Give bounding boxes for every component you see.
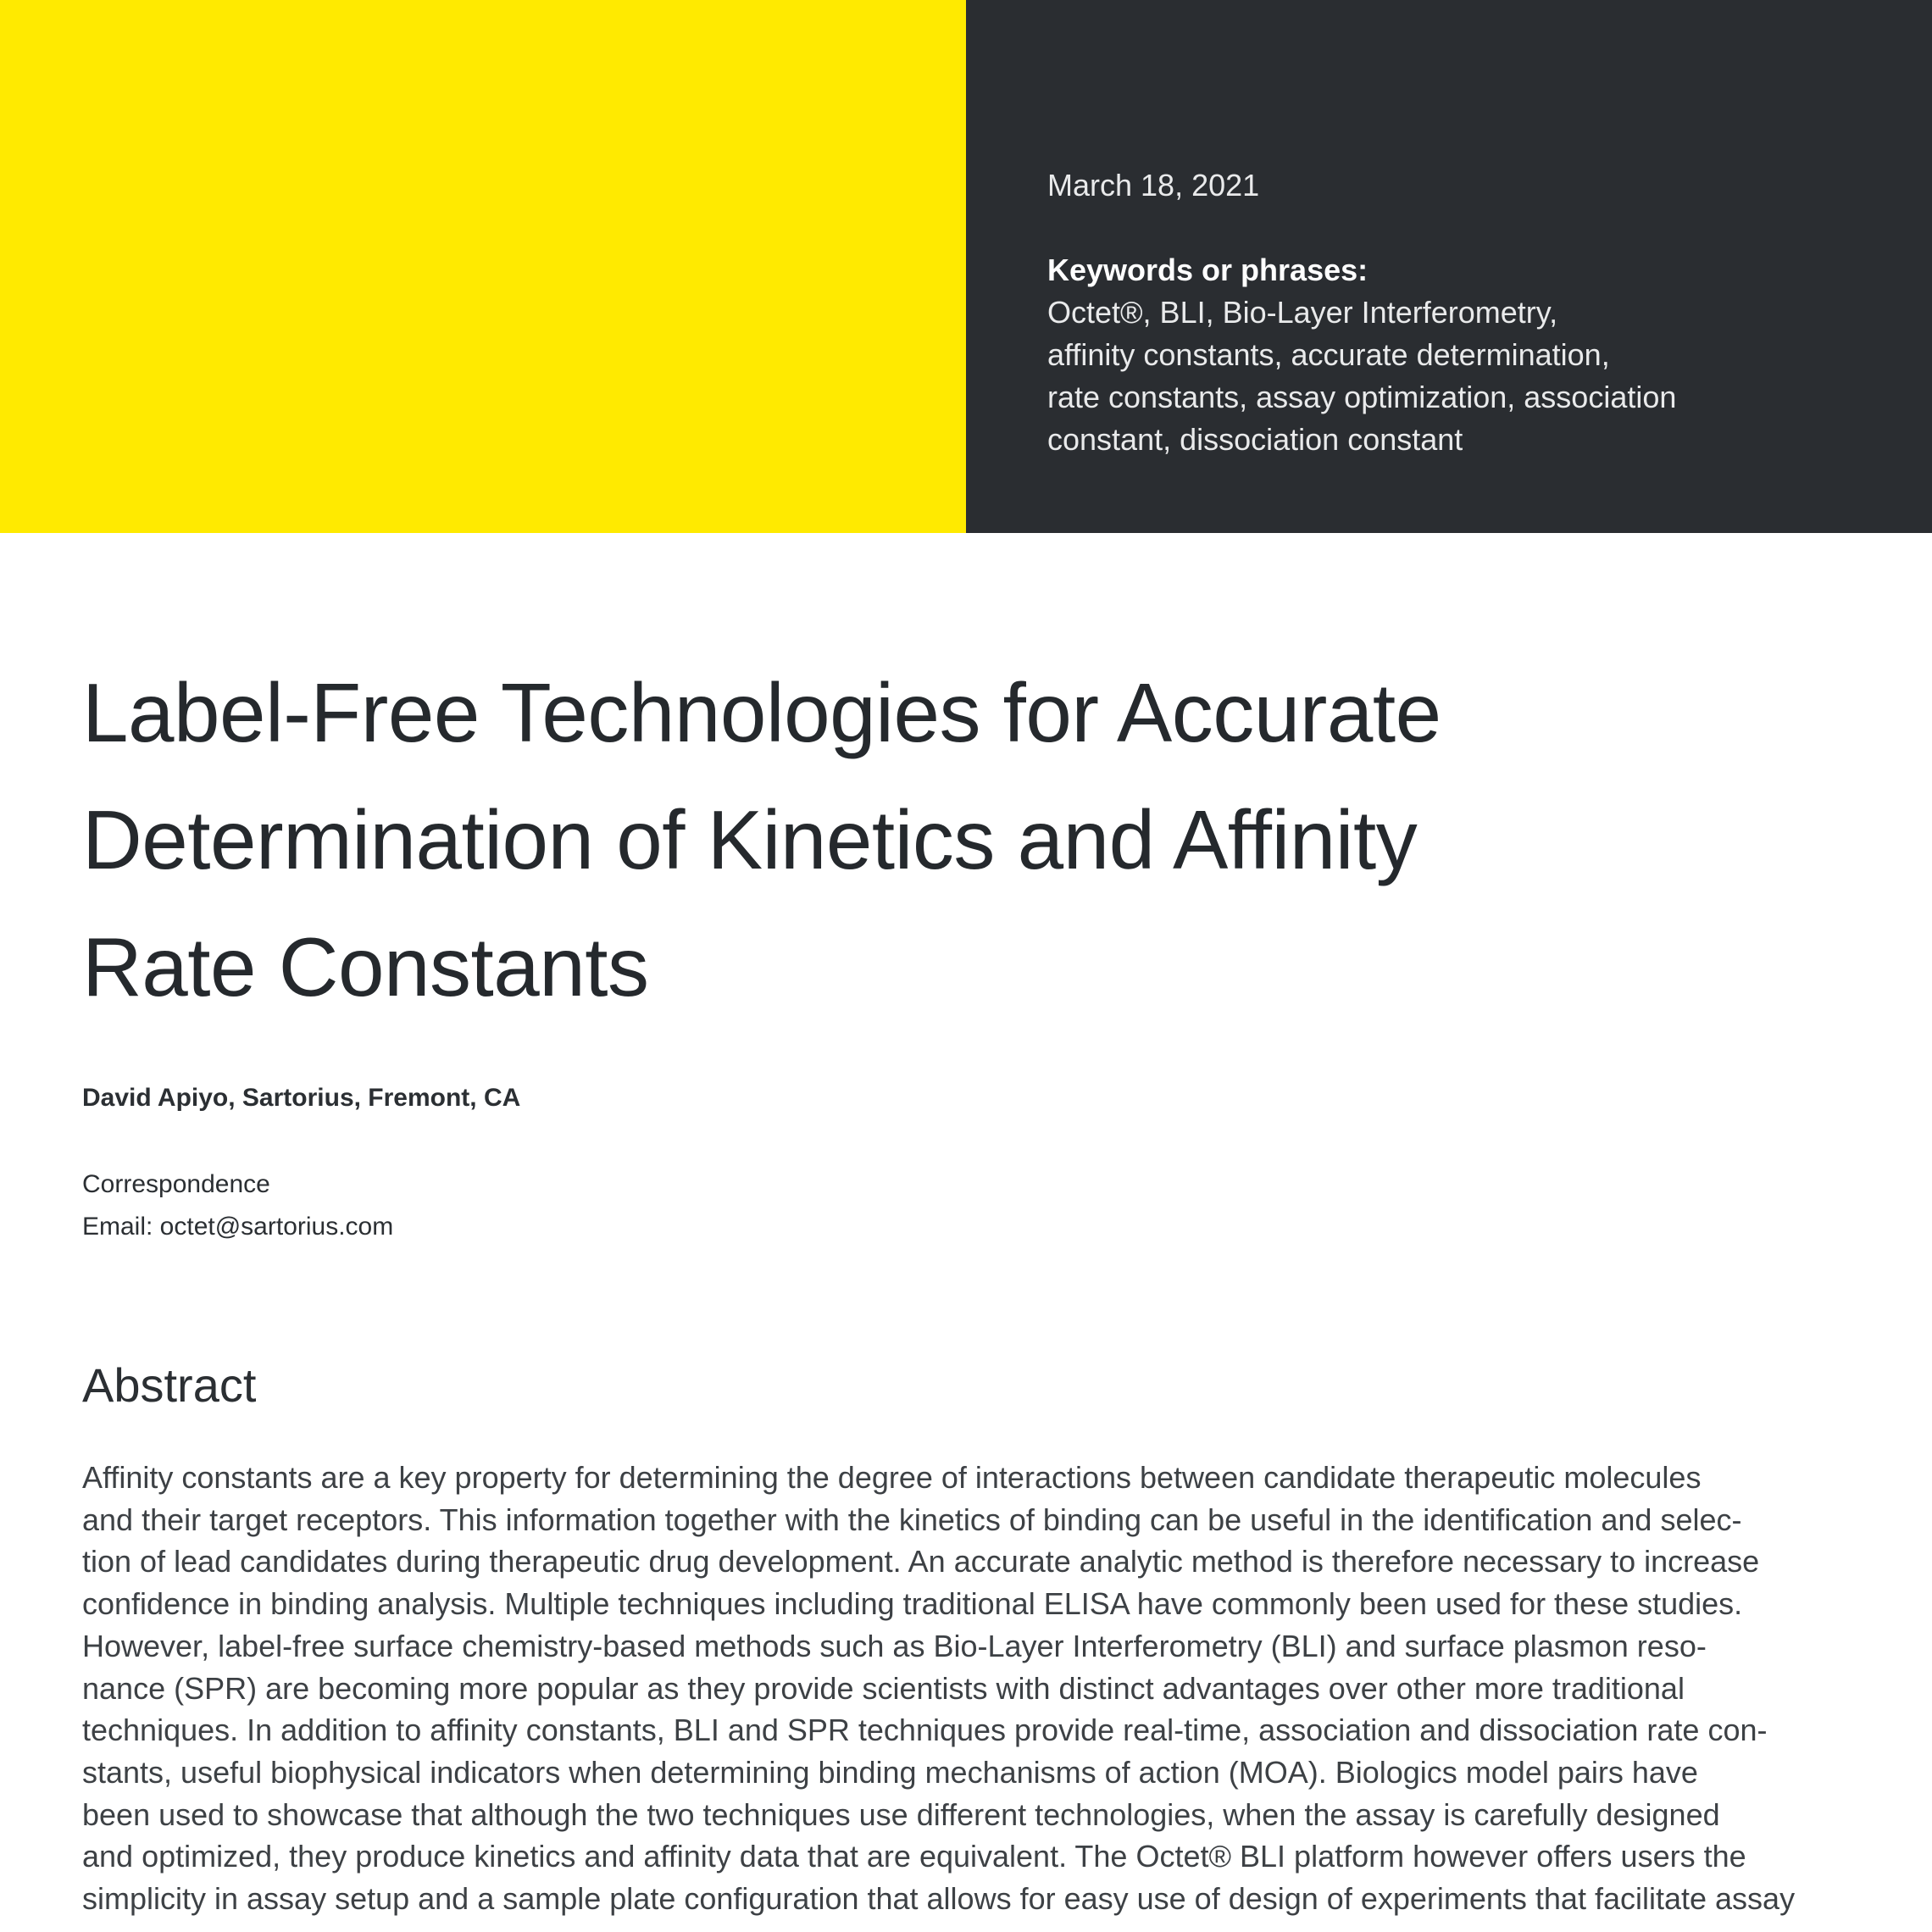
correspondence-email: Email: octet@sartorius.com — [82, 1213, 394, 1241]
abstract-line: been used to showcase that although the two techniques use different technologies, when the assay is carefully designed — [82, 1796, 1720, 1832]
abstract-line: However, label-free surface chemistry-based methods such as Bio-Layer Interferometry (BLI) and surface plasmon reso- — [82, 1628, 1707, 1663]
document-title — [82, 649, 1777, 1030]
header-band — [0, 0, 1932, 533]
author-line: David Apiyo, Sartorius, Fremont, CA — [82, 1084, 521, 1112]
keywords-label: Keywords or phrases: — [1047, 253, 1368, 287]
abstract-line: tion of lead candidates during therapeutic drug development. An accurate analytic method is therefore necessary to increase — [82, 1544, 1760, 1579]
publication-date: March 18, 2021 — [1047, 168, 1260, 203]
abstract-line: nance (SPR) are becoming more popular as they provide scientists with distinct advantages over other more traditional — [82, 1670, 1685, 1706]
abstract-line: simplicity in assay setup and a sample plate configuration that allows for easy use of design of experiments that facilitate assay — [82, 1881, 1796, 1917]
yellow-accent-block — [0, 0, 966, 533]
document-meta — [1047, 164, 1810, 461]
keywords-line: Octet®, BLI, Bio-Layer Interferometry, — [1047, 295, 1558, 330]
abstract-line: and optimized, they produce kinetics and affinity data that are equivalent. The Octet® BLI platform however offers users the — [82, 1839, 1746, 1874]
abstract-line: and their target receptors. This information together with the kinetics of binding can be useful in the identification and selec- — [82, 1502, 1742, 1537]
keywords-line: rate constants, assay optimization, association — [1047, 380, 1677, 414]
abstract-line: techniques. In addition to affinity constants, BLI and SPR techniques provide real-time, association and dissociation rate con- — [82, 1713, 1768, 1748]
keywords-line: constant, dissociation constant — [1047, 422, 1463, 457]
abstract-line: Affinity constants are a key property for determining the degree of interactions between candidate therapeutic molecules — [82, 1460, 1702, 1495]
correspondence-block — [82, 1163, 393, 1248]
correspondence-label: Correspondence — [82, 1170, 270, 1198]
abstract-body — [82, 1457, 1862, 1920]
abstract-line: stants, useful biophysical indicators when determining binding mechanisms of action (MOA). Biologics model pairs have — [82, 1754, 1698, 1790]
keywords-line: affinity constants, accurate determination, — [1047, 337, 1610, 372]
title-line: Label-Free Technologies for Accurate — [82, 666, 1441, 759]
abstract-line: confidence in binding analysis. Multiple techniques including traditional ELISA have commonly been used for these studies. — [82, 1586, 1743, 1622]
abstract-heading: Abstract — [82, 1358, 257, 1412]
title-line: Determination of Kinetics and Affinity — [82, 793, 1418, 886]
title-line: Rate Constants — [82, 920, 649, 1013]
